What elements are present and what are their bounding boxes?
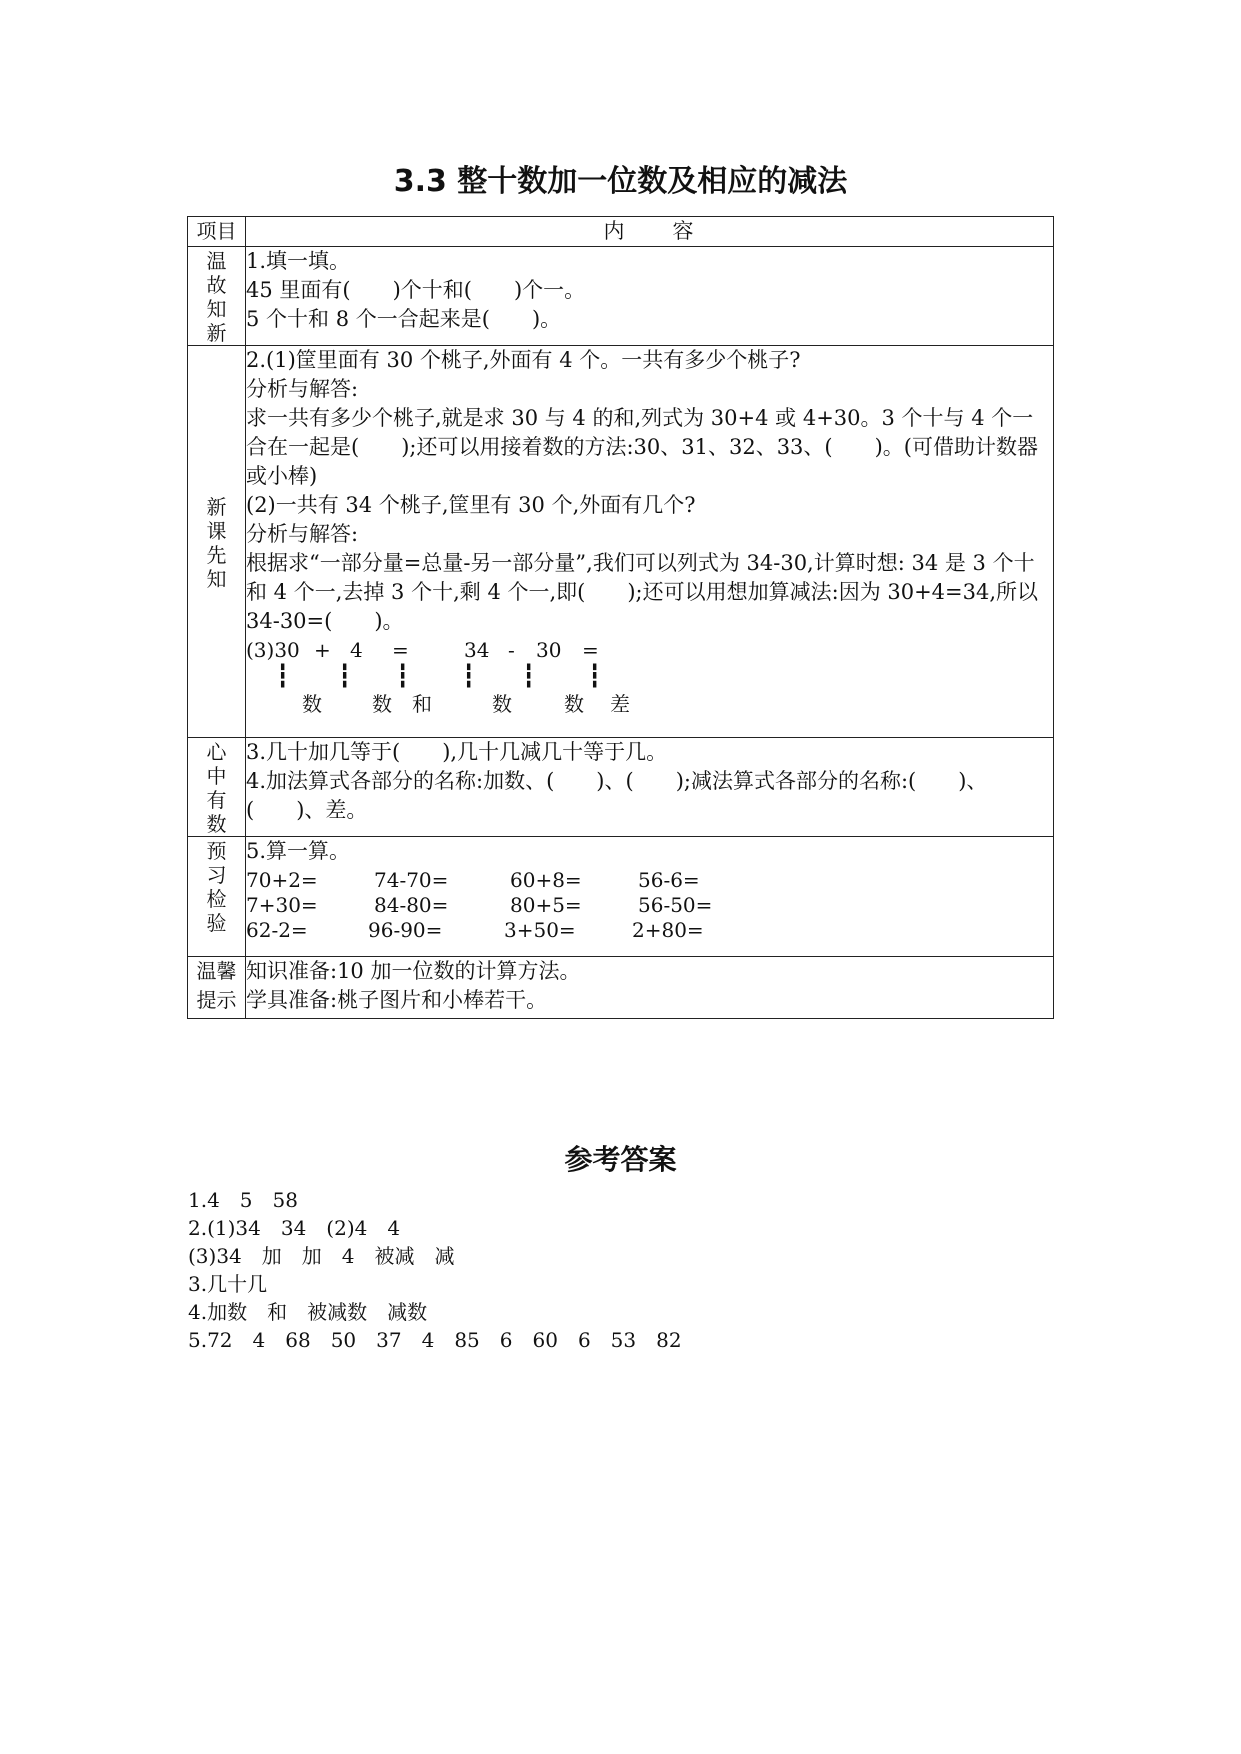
calc-item: 2+80= xyxy=(632,918,704,942)
answer-line: 1.4 5 58 xyxy=(188,1188,298,1212)
connector-dash: ┇ xyxy=(522,663,536,689)
calc-item: 56-50= xyxy=(638,893,713,917)
equation-parts-diagram xyxy=(246,636,1053,720)
lesson-table xyxy=(187,216,1054,1019)
connector-dash: ┇ xyxy=(462,663,476,689)
answer-line: 4.加数 和 被减数 减数 xyxy=(188,1300,428,1324)
calc-item: 7+30= xyxy=(246,893,318,917)
content-line: 5 个十和 8 个一合起来是( )。 xyxy=(246,307,562,331)
calc-item: 60+8= xyxy=(510,868,582,892)
row-label: 预习检验 xyxy=(206,839,227,935)
calc-item: 56-6= xyxy=(638,868,700,892)
table-row-preview-check xyxy=(188,837,1054,957)
eq-op: + xyxy=(314,638,331,662)
calc-item: 62-2= xyxy=(246,918,308,942)
part-name: 和 xyxy=(412,692,432,716)
content-line: 5.算一算。 xyxy=(246,839,351,863)
calc-item: 80+5= xyxy=(510,893,582,917)
calc-item: 70+2= xyxy=(246,868,318,892)
table-header-row xyxy=(188,217,1054,247)
content-paragraph: 根据求“一部分量=总量-另一部分量”,我们可以列式为 34-30,计算时想: 34 是 3 个十和 4 个一,去掉 3 个十,剩 4 个一,即( );还可以用想加算减法:因为 30+4=34,所以 34-30=( )。 xyxy=(246,551,1039,633)
table-row-key-points xyxy=(188,738,1054,837)
calc-item: 74-70= xyxy=(374,868,449,892)
content-paragraph: 求一共有多少个桃子,就是求 30 与 4 的和,列式为 30+4 或 4+30。3 个十与 4 个一合在一起是( );还可以用接着数的方法:30、31、32、33、( )。(可借助计数器或小棒) xyxy=(246,406,1038,488)
content-line: 2.(1)筐里面有 30 个桃子,外面有 4 个。一共有多少个桃子? xyxy=(246,348,801,372)
content-line: 分析与解答: xyxy=(246,377,359,401)
eq-term: (3)30 xyxy=(246,638,300,662)
header-item: 项目 xyxy=(188,217,246,247)
eq-op: - xyxy=(508,638,515,662)
calc-grid xyxy=(246,866,1053,956)
eq-term: 34 xyxy=(464,638,490,662)
row-label: 温故知新 xyxy=(206,249,227,345)
content-line: 分析与解答: xyxy=(246,522,359,546)
connector-dash: ┇ xyxy=(338,663,352,689)
eq-op: = xyxy=(582,638,599,662)
table-row-review xyxy=(188,247,1054,346)
calc-item: 84-80= xyxy=(374,893,449,917)
answer-line: 2.(1)34 34 (2)4 4 xyxy=(188,1216,401,1240)
row-label: 心中有数 xyxy=(206,740,227,836)
content-paragraph: 4.加法算式各部分的名称:加数、( )、( );减法算式各部分的名称:( )、( )、差。 xyxy=(246,769,988,822)
answer-line: 5.72 4 68 50 37 4 85 6 60 6 53 82 xyxy=(188,1328,682,1352)
answers-title: 参考答案 xyxy=(564,1143,677,1176)
connector-dash: ┇ xyxy=(396,663,410,689)
content-line: 学具准备:桃子图片和小棒若干。 xyxy=(246,988,548,1012)
eq-term: 4 xyxy=(350,638,363,662)
content-line: 3.几十加几等于( ),几十几减几十等于几。 xyxy=(246,740,668,764)
content-line: 1.填一填。 xyxy=(246,249,351,273)
content-line: (2)一共有 34 个桃子,筐里有 30 个,外面有几个? xyxy=(246,493,696,517)
row-label: 温馨提示 xyxy=(196,959,237,1012)
part-name: 数 xyxy=(302,692,322,716)
answer-line: 3.几十几 xyxy=(188,1272,268,1296)
page-title: 3.3 整十数加一位数及相应的减法 xyxy=(393,164,848,199)
content-line: 45 里面有( )个十和( )个一。 xyxy=(246,278,586,302)
answers-block xyxy=(188,1186,682,1354)
connector-dash: ┇ xyxy=(276,663,290,689)
answer-line: (3)34 加 加 4 被减 减 xyxy=(188,1244,455,1268)
row-label: 新课先知 xyxy=(206,494,227,591)
table-row-new-lesson xyxy=(188,346,1054,738)
eq-term: 30 xyxy=(536,638,562,662)
part-name: 差 xyxy=(610,692,630,716)
calc-item: 96-90= xyxy=(368,918,443,942)
header-content: 内 容 xyxy=(246,217,1054,247)
connector-dash: ┇ xyxy=(588,663,602,689)
part-name: 数 xyxy=(492,692,512,716)
table-row-tips xyxy=(188,957,1054,1019)
content-line: 知识准备:10 加一位数的计算方法。 xyxy=(246,959,581,983)
part-name: 数 xyxy=(372,692,392,716)
eq-op: = xyxy=(392,638,409,662)
calc-item: 3+50= xyxy=(504,918,576,942)
part-name: 数 xyxy=(564,692,584,716)
